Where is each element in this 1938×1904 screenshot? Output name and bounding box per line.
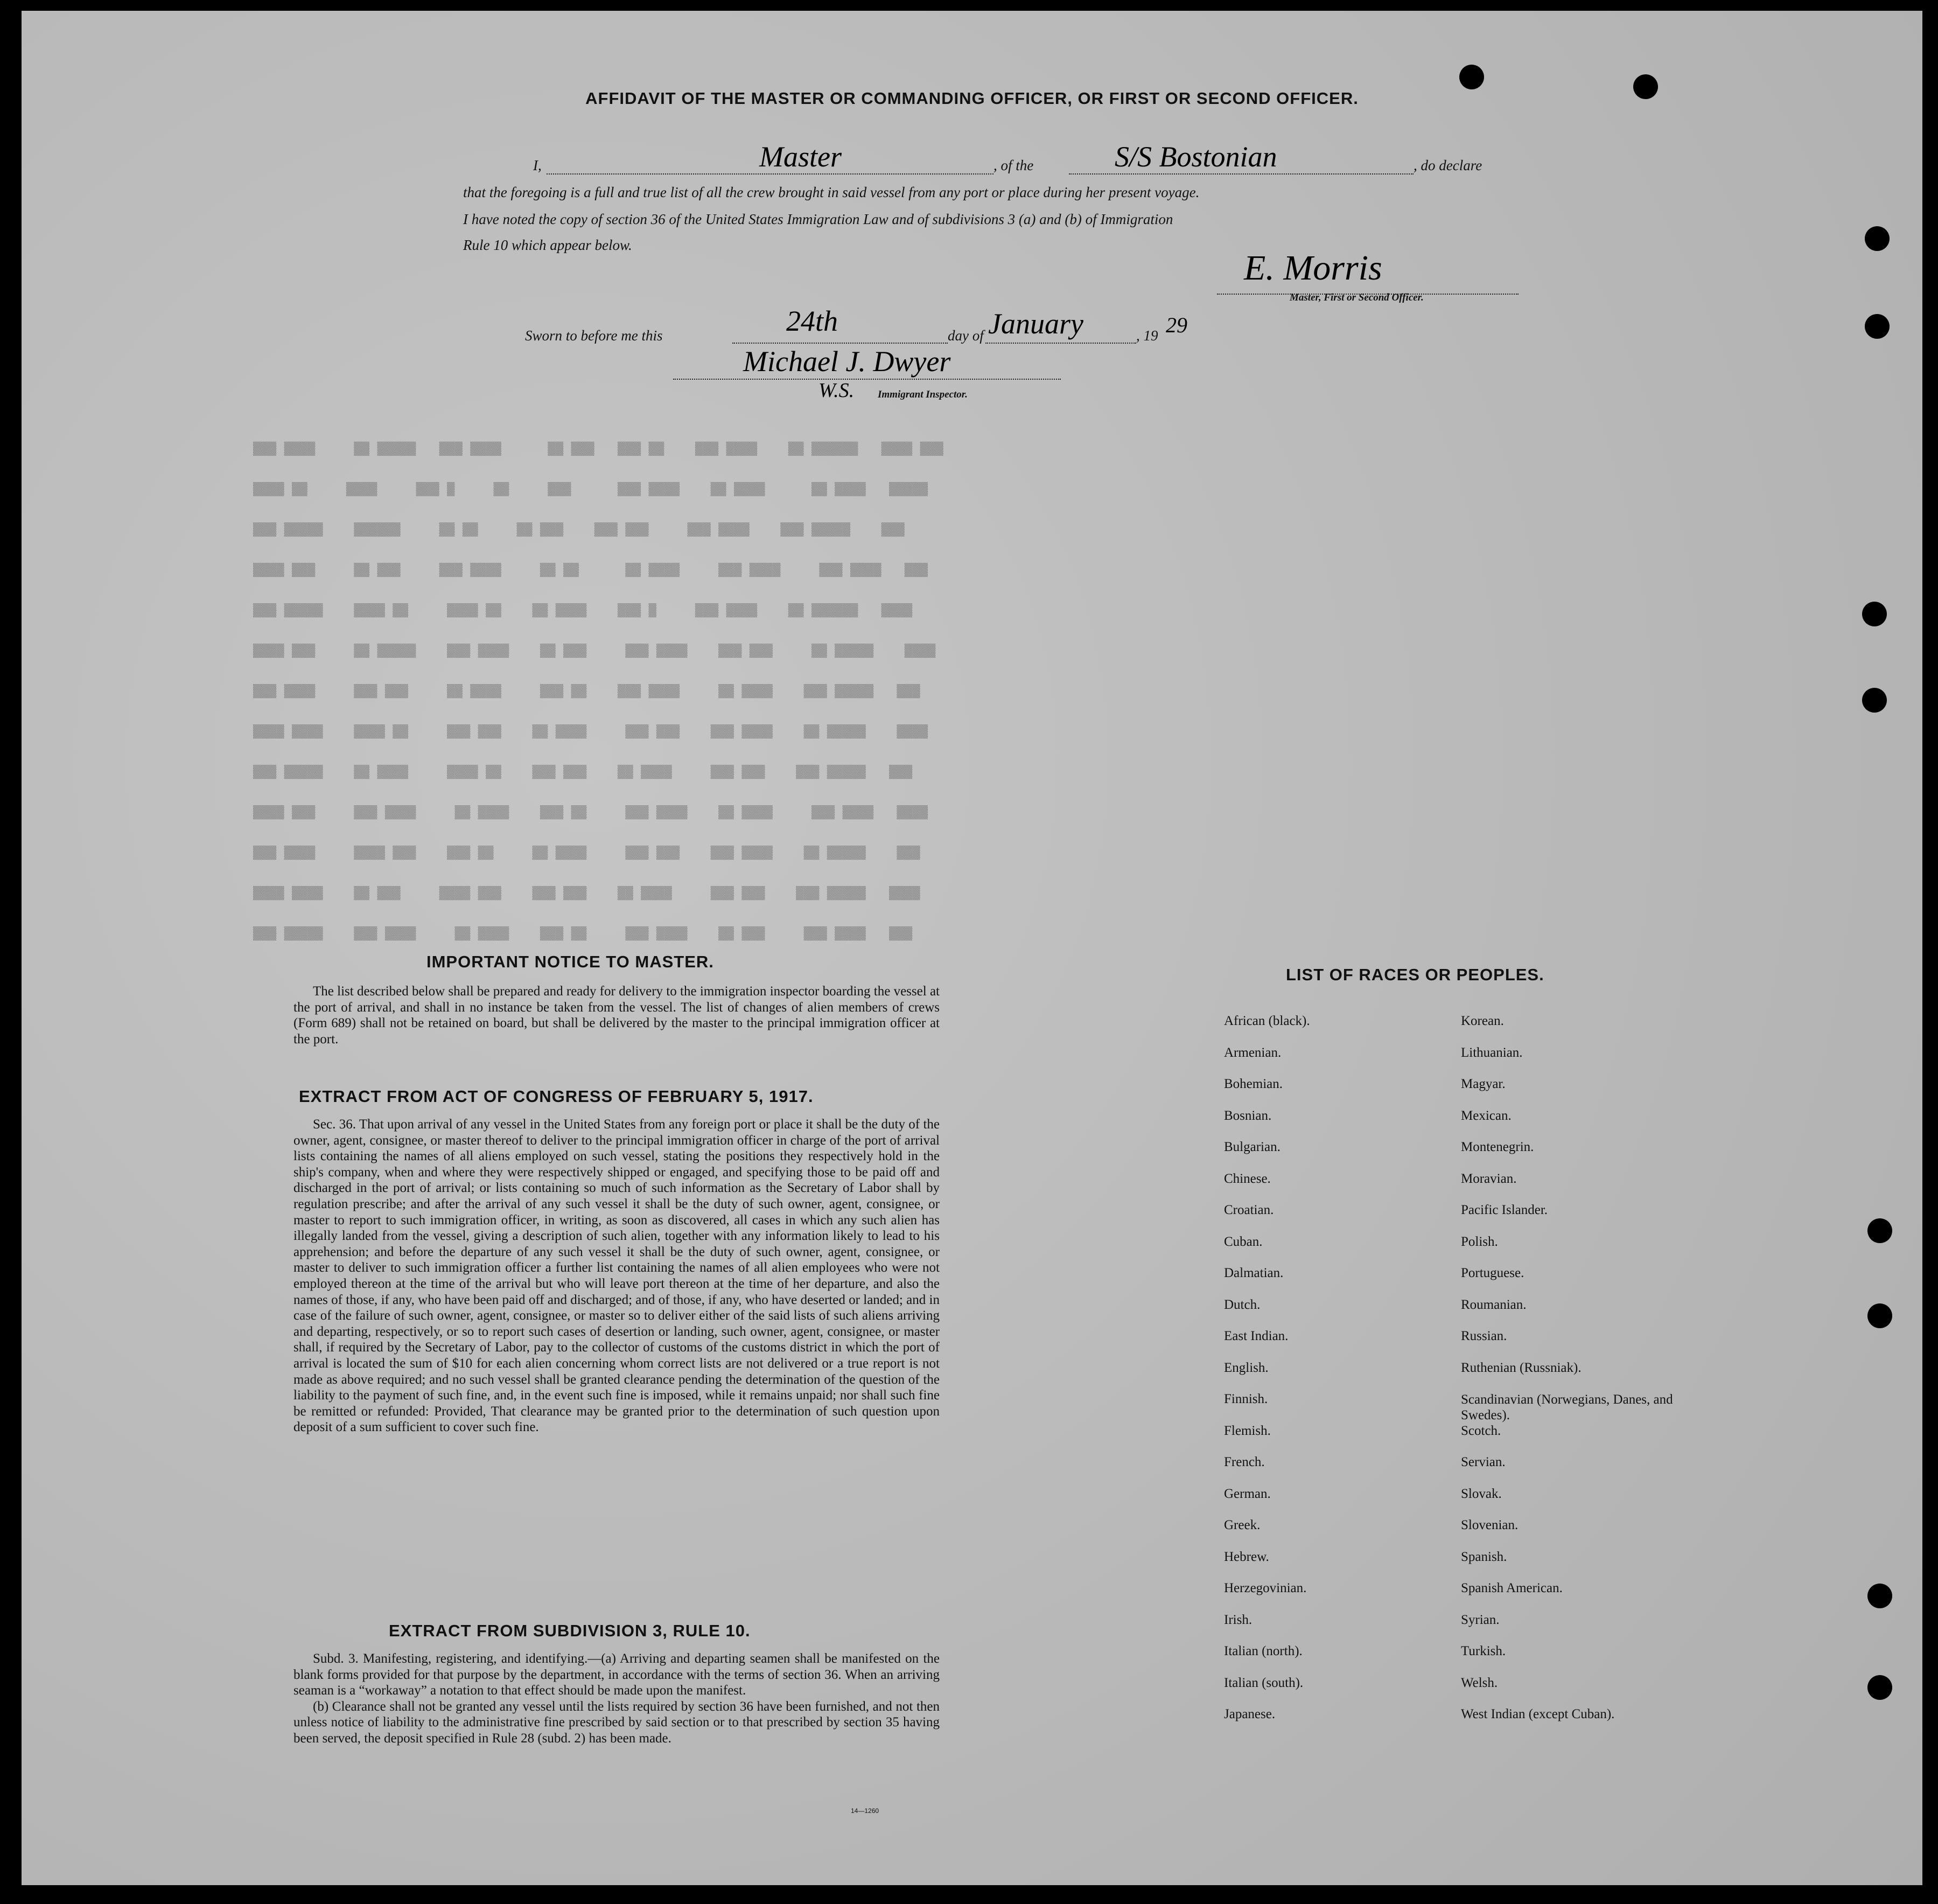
inspector-line [673, 379, 1061, 380]
notice-text [293, 984, 940, 1047]
inspector-signature: Michael J. Dwyer [743, 345, 951, 378]
race-item: Dalmatian. [1224, 1266, 1284, 1280]
race-item: Cuban. [1224, 1234, 1263, 1249]
affidavit-title: AFFIDAVIT OF THE MASTER OR COMMANDING OFFICER, OR FIRST OR SECOND OFFICER. [585, 89, 1359, 108]
bleed-through-row: ▓▓▓ ▓▓▓▓▓ ▓▓ ▓▓▓▓ ▓▓▓▓ ▓▓ ▓▓▓ ▓▓▓ ▓▓ ▓▓▓▓ ▓▓▓ ▓▓▓ ▓▓▓ ▓▓▓▓▓ ▓▓▓ [253, 765, 913, 779]
notice-paragraph: The list described below shall be prepared and ready for delivery to the immigration inspector boarding the vessel at the port of arrival, and shall in no instance be taken from the vessel. The list of changes of alien members of crews (Form 689) shall not be retained on board, but shall be delivered by the master to the principal immigration officer at the port. [293, 984, 940, 1047]
act-title: EXTRACT FROM ACT OF CONGRESS OF FEBRUARY 5, 1917. [299, 1087, 814, 1106]
race-item: Flemish. [1224, 1423, 1271, 1438]
bleed-through-row: ▓▓▓ ▓▓▓▓▓ ▓▓▓▓▓▓ ▓▓ ▓▓ ▓▓ ▓▓▓ ▓▓▓ ▓▓▓ ▓▓▓ ▓▓▓▓ ▓▓▓ ▓▓▓▓▓ ▓▓▓ [253, 522, 905, 537]
race-item: Ruthenian (Russniak). [1461, 1360, 1582, 1375]
day-of-label: day of [948, 327, 984, 344]
bleed-through-row: ▓▓▓▓ ▓▓▓▓ ▓▓ ▓▓▓ ▓▓▓▓ ▓▓▓ ▓▓▓ ▓▓▓ ▓▓ ▓▓▓▓ ▓▓▓ ▓▓▓ ▓▓▓ ▓▓▓▓▓ ▓▓▓▓ [253, 886, 920, 901]
vessel-handwritten: S/S Bostonian [1115, 141, 1277, 173]
race-item: Syrian. [1461, 1612, 1500, 1627]
day-handwritten: 24th [786, 305, 838, 337]
inspector-title: Immigrant Inspector. [878, 389, 968, 400]
race-item: Croatian. [1224, 1203, 1274, 1217]
bleed-through-row: ▓▓▓▓ ▓▓▓ ▓▓▓ ▓▓▓▓ ▓▓ ▓▓▓▓ ▓▓▓ ▓▓ ▓▓▓ ▓▓▓▓ ▓▓ ▓▓▓▓ ▓▓▓ ▓▓▓▓ ▓▓▓▓ [253, 805, 928, 820]
act-paragraph: Sec. 36. That upon arrival of any vessel in the United States from any foreign port or place it shall be the duty of the owner, agent, consignee, or master thereof to deliver to the principal immigration officer in charge of the port of arrival lists containing the names of all aliens employed on such vessel, stating the positions they respectively hold in the ship's company, when and where they were respectively shipped or engaged, and specifying those to be paid off and discharged in the port of arrival; or lists containing so much of such information as the Secretary of Labor shall by regulation prescribe; and after the arrival of any such vessel it shall be the duty of such owner, agent, consignee, or master to report to such immigration officer, in writing, as soon as discovered, all cases in which any such alien has illegally landed from the vessel, giving a description of such alien, together with any information likely to lead to his apprehension; and before the departure of any such vessel it shall be the duty of such owner, agent, consignee, or master to deliver to such immigration officer a further list containing the names of all alien employees who were not employed thereon at the time of the arrival but who will leave port thereon at the time of her departure, and also the names of those, if any, who have been paid off and discharged; and of those, if any, who have deserted or landed; and in case of the failure of such owner, agent, consignee, or master so to deliver either of the said lists of such aliens arriving and departing, respectively, or so to report such cases of desertion or landing, such owner, agent, consignee, or master shall, if required by the Secretary of Labor, pay to the collector of customs of the customs district in which the port of arrival is located the sum of $10 for each alien concerning whom correct lists are not delivered or a true report is not made as above required; and no such vessel shall be granted clearance pending the determination of the question of the liability to the payment of such fine, and, in the event such fine is imposed, while it remains unpaid; nor shall such fine be remitted or refunded: Provided, That clearance may be granted prior to the determination of such question upon deposit of a sum sufficient to cover such fine. [293, 1117, 940, 1435]
bleed-through-row: ▓▓▓ ▓▓▓▓ ▓▓▓ ▓▓▓ ▓▓ ▓▓▓▓ ▓▓▓ ▓▓ ▓▓▓ ▓▓▓▓ ▓▓ ▓▓▓▓ ▓▓▓ ▓▓▓▓▓ ▓▓▓ [253, 684, 920, 699]
race-item: Pacific Islander. [1461, 1203, 1548, 1217]
bleed-through-row: ▓▓▓▓ ▓▓ ▓▓▓▓ ▓▓▓ ▓ ▓▓ ▓▓▓ ▓▓▓ ▓▓▓▓ ▓▓ ▓▓▓▓ ▓▓ ▓▓▓▓ ▓▓▓▓▓ [253, 482, 928, 497]
bleed-through-row: ▓▓▓▓ ▓▓▓▓ ▓▓▓▓ ▓▓ ▓▓▓ ▓▓▓ ▓▓ ▓▓▓▓ ▓▓▓ ▓▓▓ ▓▓▓ ▓▓▓▓ ▓▓ ▓▓▓▓▓ ▓▓▓▓ [253, 724, 928, 739]
punch-hole [1865, 314, 1890, 339]
race-item: Turkish. [1461, 1644, 1506, 1658]
affidavit-line-3: I have noted the copy of section 36 of the United States Immigration Law and of subdivisions 3 (a) and (b) of Immigration [463, 211, 1173, 227]
race-item: Polish. [1461, 1234, 1498, 1249]
document-page [22, 11, 1922, 1885]
bleed-through-row: ▓▓▓ ▓▓▓▓▓ ▓▓▓ ▓▓▓▓ ▓▓ ▓▓▓▓ ▓▓▓ ▓▓ ▓▓▓ ▓▓▓▓ ▓▓ ▓▓▓ ▓▓▓ ▓▓▓▓ ▓▓▓ [253, 926, 913, 941]
race-item: Moravian. [1461, 1171, 1517, 1186]
punch-hole [1867, 1584, 1892, 1608]
race-item: Armenian. [1224, 1045, 1282, 1060]
year-handwritten: 29 [1166, 313, 1187, 337]
vessel-line [1069, 173, 1414, 175]
bleed-through-row: ▓▓▓▓ ▓▓▓ ▓▓ ▓▓▓ ▓▓▓ ▓▓▓▓ ▓▓ ▓▓ ▓▓ ▓▓▓▓ ▓▓▓ ▓▓▓▓ ▓▓▓ ▓▓▓▓ ▓▓▓ [253, 563, 928, 577]
race-item: Spanish American. [1461, 1581, 1563, 1595]
affidavit-line-4: Rule 10 which appear below. [463, 237, 632, 253]
race-item: Chinese. [1224, 1171, 1271, 1186]
race-item: Herzegovinian. [1224, 1581, 1307, 1595]
rank-line [547, 173, 994, 175]
race-item: West Indian (except Cuban). [1461, 1707, 1615, 1721]
bleed-through-row: ▓▓▓▓ ▓▓▓ ▓▓ ▓▓▓▓▓ ▓▓▓ ▓▓▓▓ ▓▓ ▓▓▓ ▓▓▓ ▓▓▓▓ ▓▓▓ ▓▓▓ ▓▓ ▓▓▓▓▓ ▓▓▓▓ [253, 644, 936, 658]
punch-hole [1867, 1218, 1892, 1243]
race-item: Dutch. [1224, 1297, 1261, 1312]
race-item: Bulgarian. [1224, 1140, 1281, 1154]
race-item: Slovenian. [1461, 1518, 1519, 1532]
race-item: Portuguese. [1461, 1266, 1524, 1280]
punch-hole [1459, 65, 1484, 89]
races-title: LIST OF RACES OR PEOPLES. [1286, 965, 1544, 984]
bleed-through-row: ▓▓▓ ▓▓▓▓ ▓▓▓▓ ▓▓▓ ▓▓▓ ▓▓ ▓▓ ▓▓▓▓ ▓▓▓ ▓▓▓ ▓▓▓ ▓▓▓▓ ▓▓ ▓▓▓▓▓ ▓▓▓ [253, 846, 920, 860]
races-column-2 [1461, 1014, 1714, 1739]
race-item: Greek. [1224, 1518, 1261, 1532]
race-item: Welsh. [1461, 1675, 1498, 1690]
act-text [293, 1117, 940, 1435]
rank-handwritten: Master [759, 141, 842, 173]
race-item: Montenegrin. [1461, 1140, 1534, 1154]
rule-paragraph-a: Subd. 3. Manifesting, registering, and identifying.—(a) Arriving and departing seamen shall be manifested on the blank forms provided for that purpose by the department, in accordance with the terms of section 36. When an arriving seaman is a “workaway” a notation to that effect should be made upon the manifest. [293, 1651, 940, 1698]
sworn-label: Sworn to before me this [525, 327, 663, 344]
notice-title: IMPORTANT NOTICE TO MASTER. [426, 952, 714, 971]
race-item: Bohemian. [1224, 1077, 1283, 1091]
race-item: Italian (north). [1224, 1644, 1303, 1658]
race-item: African (black). [1224, 1014, 1310, 1028]
race-item: Servian. [1461, 1455, 1506, 1469]
race-item: English. [1224, 1360, 1269, 1375]
month-handwritten: January [988, 308, 1083, 340]
affidavit-line-2: that the foregoing is a full and true list of all the crew brought in said vessel from any port or place during her present voyage. [463, 184, 1200, 200]
race-item: Slovak. [1461, 1486, 1502, 1501]
inspector-initials: W.S. [818, 379, 855, 402]
race-item: Bosnian. [1224, 1108, 1272, 1123]
race-item: Spanish. [1461, 1549, 1507, 1564]
race-item: Irish. [1224, 1612, 1253, 1627]
punch-hole [1865, 226, 1890, 251]
race-item: Scandinavian (Norwegians, Danes, and Swedes). [1461, 1392, 1673, 1422]
bleed-through-row: ▓▓▓ ▓▓▓▓ ▓▓ ▓▓▓▓▓ ▓▓▓ ▓▓▓▓ ▓▓ ▓▓▓ ▓▓▓ ▓▓ ▓▓▓ ▓▓▓▓ ▓▓ ▓▓▓▓▓▓ ▓▓▓▓ ▓▓▓ [253, 442, 943, 456]
punch-hole [1867, 1303, 1892, 1328]
race-item: Lithuanian. [1461, 1045, 1523, 1060]
race-item: Mexican. [1461, 1108, 1512, 1123]
bleed-through-row: ▓▓▓ ▓▓▓▓▓ ▓▓▓▓ ▓▓ ▓▓▓▓ ▓▓ ▓▓ ▓▓▓▓ ▓▓▓ ▓ ▓▓▓ ▓▓▓▓ ▓▓ ▓▓▓▓▓▓ ▓▓▓▓ [253, 603, 913, 618]
of-the-label: , of the [994, 157, 1034, 173]
race-item: Scotch. [1461, 1423, 1501, 1438]
do-declare-label: , do declare [1414, 157, 1482, 173]
rule-text [293, 1651, 940, 1747]
master-signature: E. Morris [1244, 248, 1382, 288]
race-item: Finnish. [1224, 1392, 1268, 1406]
race-item: Russian. [1461, 1329, 1507, 1343]
race-item: Roumanian. [1461, 1297, 1527, 1312]
punch-hole [1867, 1675, 1892, 1700]
day-line [732, 343, 948, 344]
race-item: Magyar. [1461, 1077, 1506, 1091]
races-column-1 [1224, 1014, 1450, 1739]
signer-title: Master, First or Second Officer. [1290, 292, 1424, 303]
i-label: I, [533, 157, 542, 173]
rule-title: EXTRACT FROM SUBDIVISION 3, RULE 10. [389, 1621, 751, 1640]
month-line [985, 343, 1136, 344]
race-item: East Indian. [1224, 1329, 1289, 1343]
race-item: Hebrew. [1224, 1549, 1269, 1564]
race-item: Korean. [1461, 1014, 1504, 1028]
rule-paragraph-b: (b) Clearance shall not be granted any vessel until the lists required by section 36 have been furnished, and not then unless notice of liability to the administrative fine prescribed by said section or to that prescribed by section 35 having been served, the deposit specified in Rule 28 (subd. 2) has been made. [293, 1699, 940, 1746]
year-prefix: , 19 [1136, 327, 1158, 344]
race-item: German. [1224, 1486, 1271, 1501]
race-item: Japanese. [1224, 1707, 1276, 1721]
race-item: Italian (south). [1224, 1675, 1304, 1690]
form-number: 14—1260 [851, 1807, 879, 1815]
race-item: French. [1224, 1455, 1265, 1469]
